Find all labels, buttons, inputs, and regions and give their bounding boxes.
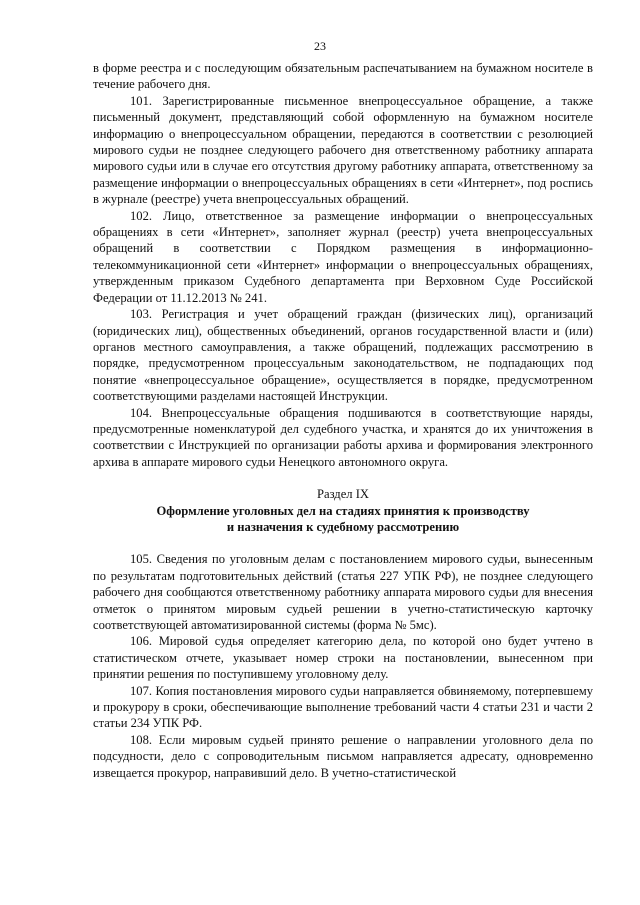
paragraph: в форме реестра и с последующим обязательным распечатыванием на бумажном носителе в течение рабочего дня. <box>93 61 593 92</box>
paragraph: 102. Лицо, ответственное за размещение информации о внепроцессуальных обращениях в сети «Интернет», заполняет журнал (реестр) учета внепроцессуальных обращений в соответствии с Порядком размещения в информационно-телекоммуникационной сети «Интернет» информации о внепроцессуальных обращениях, утвержденным приказом Судебного департамента при Верховном Суде Российской Федерации от 11.12.2013 № 241. <box>93 208 593 305</box>
paragraph: 104. Внепроцессуальные обращения подшиваются в соответствующие наряды, предусмотренные номенклатурой дел судебного участка, и хранятся до их уничтожения в соответствии с Инструкцией по организации работы архива и формирования электронного архива в аппарате мирового судьи Ненецкого автономного округа. <box>93 405 593 469</box>
section-heading <box>93 486 593 535</box>
paragraph: 107. Копия постановления мирового судьи направляется обвиняемому, потерпевшему и прокурору в сроки, обеспечивающие выполнение требований части 4 статьи 231 и части 2 статьи 234 УПК РФ. <box>93 683 593 731</box>
paragraph: 101. Зарегистрированные письменное внепроцессуальное обращение, а также письменный документ, представляющий собой оформленную на бумажном носителе информацию о внепроцессуальном обращении, передаются в соответствии с резолюцией мирового судьи не позднее следующего рабочего дня ответственному работнику аппарата мирового судьи или в случае его отсутствия другому работнику аппарата, ответственному за размещение информации о внепроцессуальных обращениях в сети «Интернет», под роспись в журнале (реестре) учета внепроцессуальных обращений. <box>93 93 593 207</box>
section-label: Раздел IX <box>316 487 370 502</box>
page-number: 23 <box>314 39 326 53</box>
section-title <box>93 503 593 536</box>
page-body <box>93 60 593 781</box>
paragraph: 106. Мировой судья определяет категорию дела, по которой оно будет учтено в статистическом отчете, указывает номер строки на постановлении, вынесенном при принятии решения по поступившему уголовному делу. <box>93 634 593 682</box>
paragraphs-after-section <box>93 551 593 781</box>
section-title-line: Оформление уголовных дел на стадиях принятия к производству <box>156 503 530 518</box>
paragraph: 108. Если мировым судьей принято решение о направлении уголовного дела по подсудности, дело с сопроводительным письмом направляется адресату, одновременно извещается прокурор, направивший дело. В учетно-статистической <box>93 732 593 780</box>
paragraph: 105. Сведения по уголовным делам с постановлением мирового судьи, вынесенным по результатам подготовительных действий (статья 227 УПК РФ), не позднее следующего рабочего дня сообщаются ответственному работнику аппарата мирового судьи для внесения отметок о принятом мировым судьей решении в учетно-статистическую карточку соответствующей автоматизированной системы (форма № 5мс). <box>93 552 593 632</box>
paragraph: 103. Регистрация и учет обращений граждан (физических лиц), организаций (юридических лиц), общественных объединений, органов государственной власти и (или) органов местного самоуправления, а также обращений, подлежащих рассмотрению в порядке, предусмотренном процессуальным законодательством, не подпадающих под понятие «внепроцессуальное обращение», осуществляется в порядке, предусмотренном соответствующими разделами настоящей Инструкции. <box>93 307 593 404</box>
paragraphs-before-section <box>93 60 593 470</box>
section-title-line: и назначения к судебному рассмотрению <box>226 519 460 534</box>
